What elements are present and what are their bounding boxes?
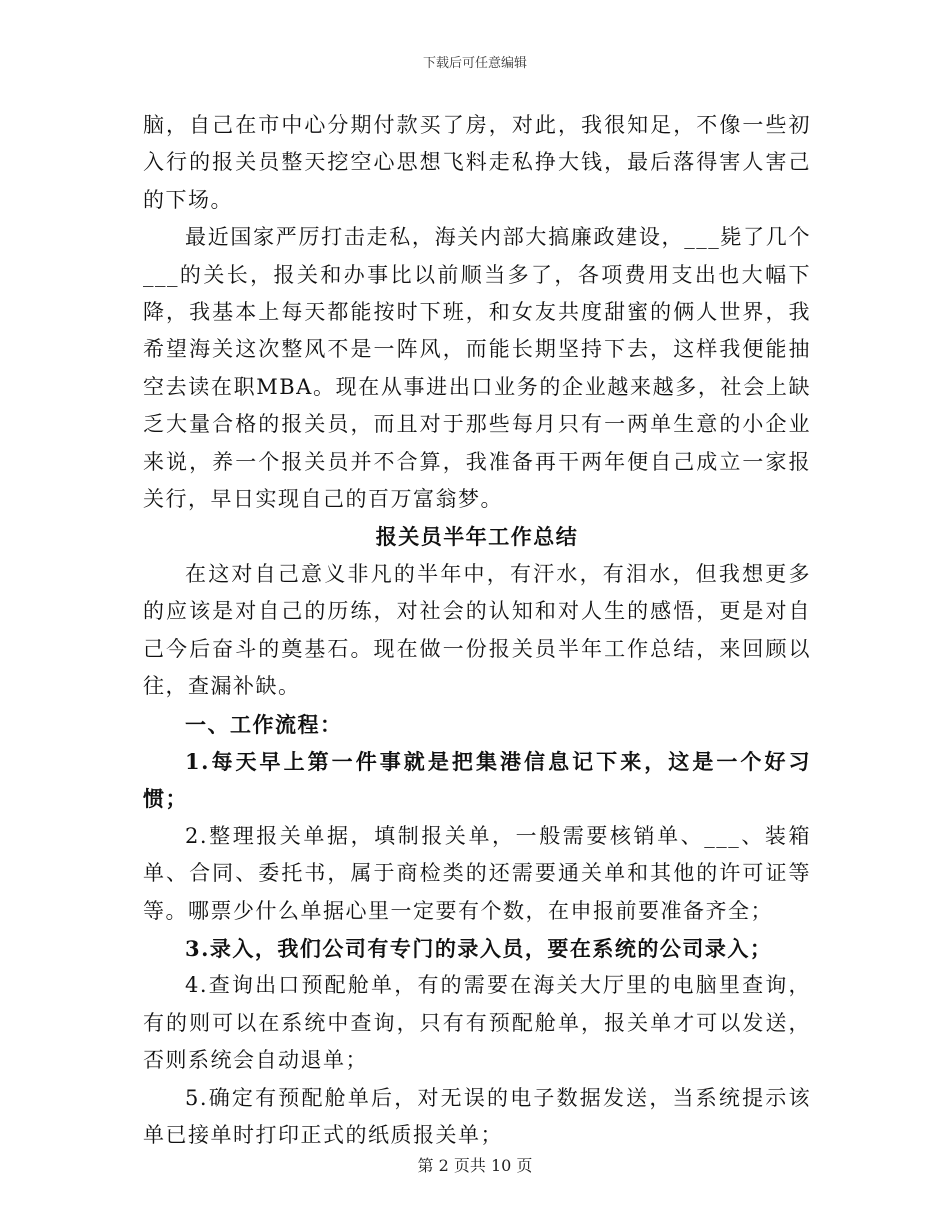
list-item-2: 2.整理报关单据，填制报关单，一般需要核销单、___、装箱单、合同、委托书，属于商检类的还需要通关单和其他的许可证等等。哪票少什么单据心里一定要有个数，在申报前要准备齐全；: [143, 823, 811, 923]
list-item-1: 1.每天早上第一件事就是把集港信息记下来，这是一个好习惯；: [143, 748, 811, 812]
list-item-4: 4.查询出口预配舱单，有的需要在海关大厅里的电脑里查询，有的则可以在系统中查询，只有有预配舱单，报关单才可以发送，否则系统会自动退单；: [143, 973, 811, 1073]
list-item-5: 5.确定有预配舱单后，对无误的电子数据发送，当系统提示该单已接单时打印正式的纸质报关单；: [143, 1085, 811, 1147]
list-item-3: 3.录入，我们公司有专门的录入员，要在系统的公司录入；: [185, 935, 773, 961]
paragraph-continuation: 脑，自己在市中心分期付款买了房，对此，我很知足，不像一些初入行的报关员整天挖空心思想飞料走私挣大钱，最后落得害人害己的下场。: [143, 113, 811, 212]
paragraph-anti-smuggling: 最近国家严厉打击走私，海关内部大搞廉政建设，___毙了几个___的关长，报关和办事比以前顺当多了，各项费用支出也大幅下降，我基本上每天都能按时下班，和女友共度甜蜜的俩人世界，我希望海关这次整风不是一阵风，而能长期坚持下去，这样我便能抽空去读在职MBA。现在从事进出口业务的企业越来越多，社会上缺乏大量合格的报关员，而且对于那些每月只有一两单生意的小企业来说，养一个报关员并不合算，我准备再干两年便自己成立一家报关行，早日实现自己的百万富翁梦。: [143, 225, 811, 512]
page-header: 下载后可任意编辑: [422, 56, 527, 71]
document-body: [143, 107, 811, 1154]
heading-work-process: 一、工作流程：: [185, 711, 343, 737]
page-footer: 第 2 页共 10 页: [417, 1156, 533, 1175]
section-title: 报关员半年工作总结: [375, 524, 579, 550]
paragraph-intro: 在这对自己意义非凡的半年中，有汗水，有泪水，但我想更多的应该是对自己的历练，对社会的认知和对人生的感悟，更是对自己今后奋斗的奠基石。现在做一份报关员半年工作总结，来回顾以往，查漏补缺。: [143, 561, 811, 699]
